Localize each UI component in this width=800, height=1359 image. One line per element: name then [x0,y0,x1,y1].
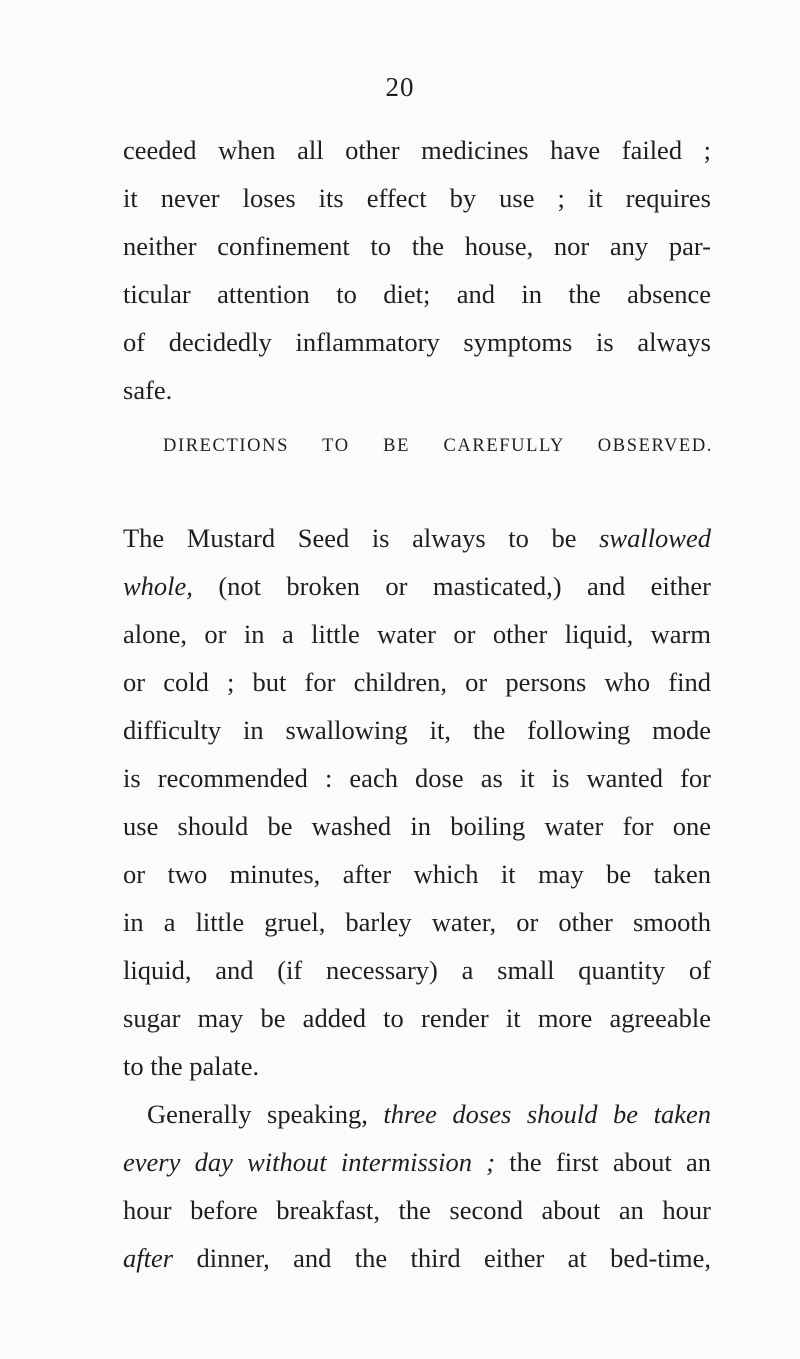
italic-run: swallowed [599,523,711,553]
text-line [123,562,711,610]
text-line: hour before breakfast, the second about an hour [123,1195,711,1225]
text-line: it never loses its effect by use ; it requires [123,183,711,213]
section-heading: DIRECTIONS TO BE CAREFULLY OBSERVED. [163,436,713,456]
text-line: ticular attention to diet; and in the absence [123,279,711,309]
text-line: to the palate. [123,1051,260,1081]
text-line [123,1138,711,1186]
text-line: or two minutes, after which it may be taken [123,859,711,889]
italic-run: after [123,1243,174,1273]
text-run: dinner, and the third either at bed-time, [173,1243,711,1273]
text-line: ceeded when all other medicines have failed ; [123,135,711,165]
directions-body [123,514,711,1282]
text-line: use should be washed in boiling water for one [123,811,711,841]
text-line: or cold ; but for children, or persons who find [123,667,711,697]
text-line: in a little gruel, barley water, or other smooth [123,907,711,937]
text-run: (not broken or masticated,) and either [192,571,711,601]
text-line: neither confinement to the house, nor any par- [123,231,711,261]
text-run: the first about an [495,1147,712,1177]
text-line: difficulty in swallowing it, the following mode [123,715,711,745]
paragraph-closing [123,126,711,414]
text-run: The Mustard Seed is always to be [123,523,600,553]
text-line: is recommended : each dose as it is wanted for [123,763,711,793]
text-line: liquid, and (if necessary) a small quantity of [123,955,711,985]
italic-run: three doses should be taken [383,1099,711,1129]
text-line: alone, or in a little water or other liquid, warm [123,619,711,649]
text-line [123,1090,711,1138]
text-line: sugar may be added to render it more agreeable [123,1003,711,1033]
italic-run: every day without intermission ; [123,1147,496,1177]
text-line [123,1234,711,1282]
text-line: of decidedly inflammatory symptoms is always [123,327,711,357]
text-line: safe. [123,375,173,405]
text-run: Generally speaking, [147,1099,384,1129]
page-number: 20 [385,72,415,102]
italic-run: whole, [123,571,193,601]
text-line [123,514,711,562]
